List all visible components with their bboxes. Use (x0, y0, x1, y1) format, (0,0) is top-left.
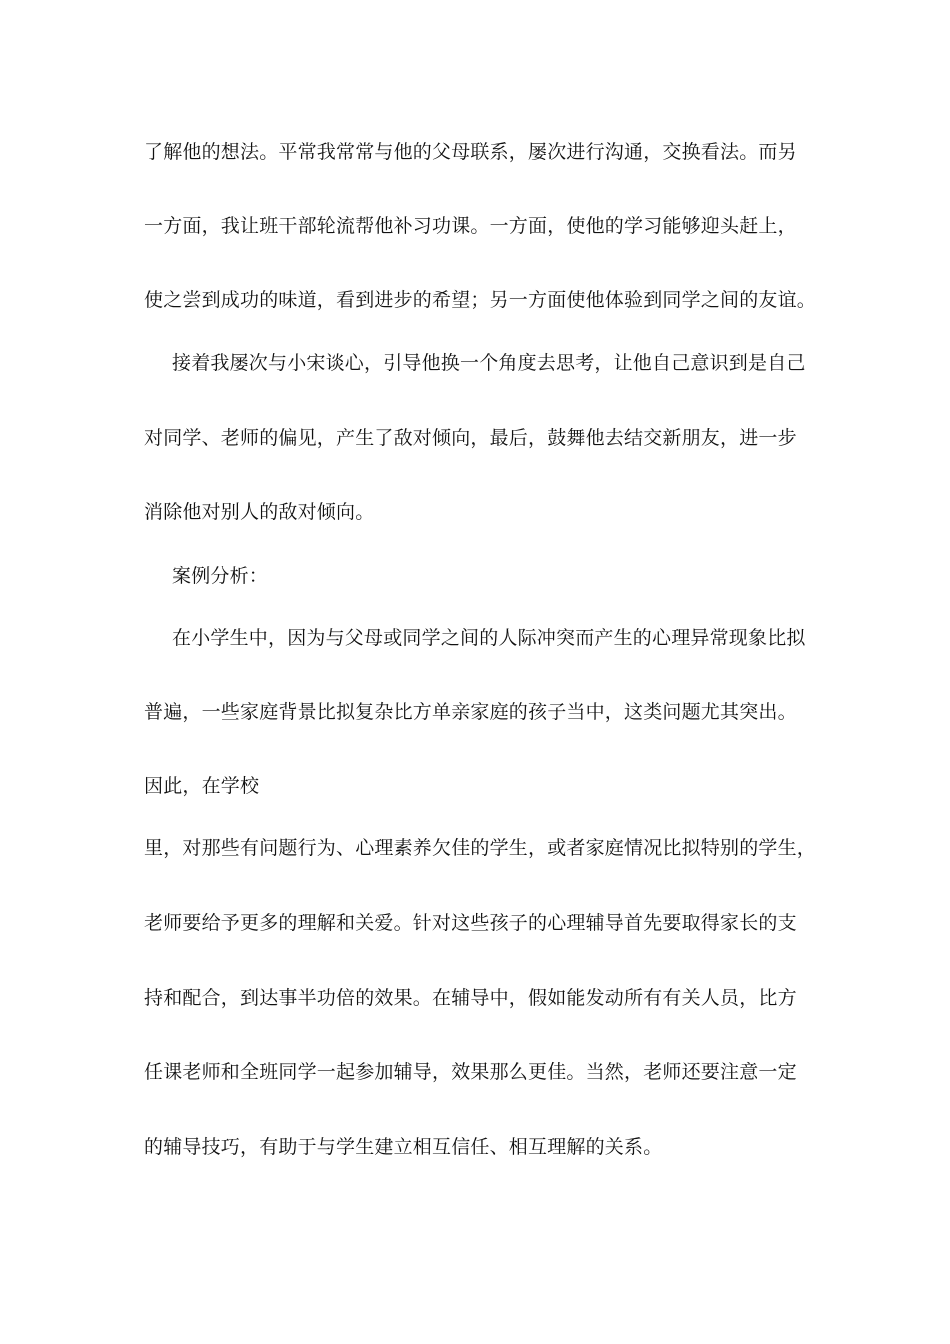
text-line: 因此，在学校 (144, 775, 260, 797)
text-line: 消除他对别人的敌对倾向。 (144, 501, 375, 523)
text-line: 老师要给予更多的理解和关爱。针对这些孩子的心理辅导首先要取得家长的支 (144, 912, 797, 934)
paragraph-first-line: 在小学生中，因为与父母或同学之间的人际冲突而产生的心理异常现象比拟 (172, 627, 806, 649)
text-line: 普遍，一些家庭背景比拟复杂比方单亲家庭的孩子当中，这类问题尤其突出。 (144, 701, 797, 723)
text-line: 一方面，我让班干部轮流帮他补习功课。一方面，使他的学习能够迎头赶上， (144, 215, 797, 237)
text-line: 任课老师和全班同学一起参加辅导，效果那么更佳。当然，老师还要注意一定 (144, 1061, 797, 1083)
paragraph-first-line: 接着我屡次与小宋谈心，引导他换一个角度去思考，让他自己意识到是自己 (172, 352, 806, 374)
text-line: 持和配合，到达事半功倍的效果。在辅导中，假如能发动所有有关人员，比方 (144, 987, 797, 1009)
section-heading: 案例分析： (172, 565, 269, 587)
text-line: 使之尝到成功的味道，看到进步的希望；另一方面使他体验到同学之间的友谊。 (144, 289, 817, 311)
text-line: 的辅导技巧，有助于与学生建立相互信任、相互理解的关系。 (144, 1136, 663, 1158)
text-line: 里，对那些有问题行为、心理素养欠佳的学生，或者家庭情况比拟特别的学生， (144, 837, 817, 859)
text-line: 了解他的想法。平常我常常与他的父母联系，屡次进行沟通，交换看法。而另 (144, 141, 797, 163)
text-line: 对同学、老师的偏见，产生了敌对倾向，最后，鼓舞他去结交新朋友，进一步 (144, 427, 797, 449)
